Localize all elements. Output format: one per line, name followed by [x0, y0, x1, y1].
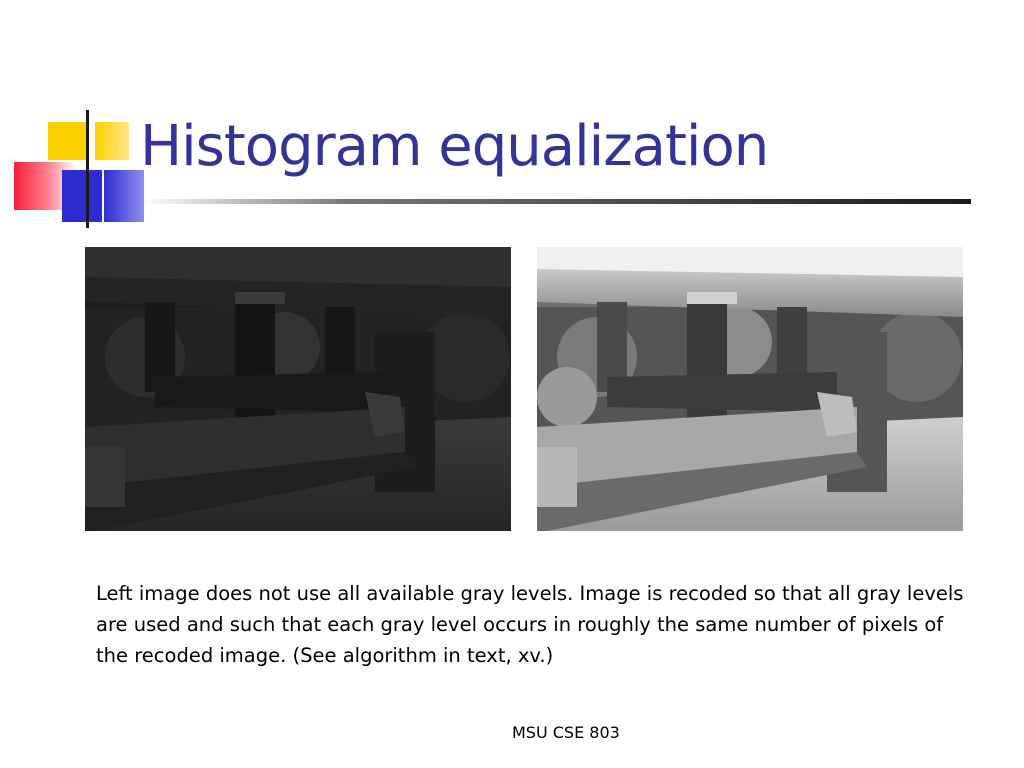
yellow-square [48, 122, 86, 160]
yellow-square [95, 122, 129, 160]
title-vertical-rule [86, 110, 89, 228]
blue-square [62, 170, 102, 222]
slide-title: Histogram equalization [140, 114, 769, 179]
slide-footer: MSU CSE 803 [512, 723, 620, 742]
equalized-photo [537, 247, 963, 531]
title-horizontal-rule [140, 199, 971, 204]
slide-body-text: Left image does not use all available gray levels. Image is recoded so that all gray levels are used and such that each gray level occurs in roughly the same number of pixels of the recoded image. (See algorithm in text, xv.) [96, 582, 964, 667]
original-photo [85, 247, 511, 531]
decorative-logo [0, 0, 160, 240]
blue-square [104, 170, 144, 222]
